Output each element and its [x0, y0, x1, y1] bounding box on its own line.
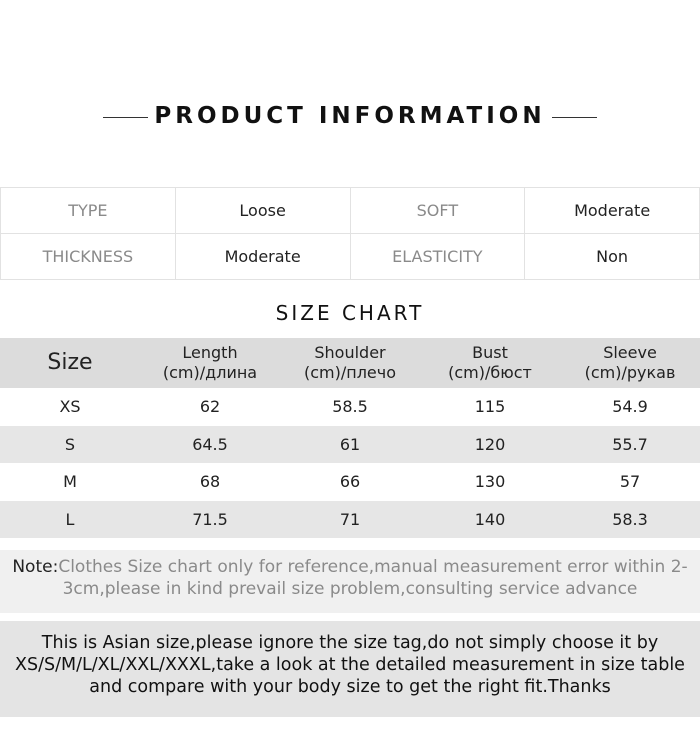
size-chart-table: [0, 338, 700, 538]
column-header-length: [140, 338, 280, 388]
cell-length: 62: [199, 397, 221, 417]
cell-length: 68: [199, 472, 221, 492]
column-header-sleeve-unit: (cm)/рукав: [584, 363, 676, 382]
column-header-length-unit: (cm)/длина: [162, 363, 258, 382]
cell-sleeve: 57: [619, 472, 641, 492]
info-key-soft: SOFT: [350, 188, 525, 234]
asian-size-notice-text: This is Asian size,please ignore the size tag,do not simply choose it by XS/S/M/L/XL/XXL/XXXL,take a look at the detailed measurement in size table and compare with your body size to get the right fit.Thanks: [15, 633, 685, 697]
product-info-table: [0, 187, 700, 280]
title-divider-right: [552, 117, 597, 118]
column-header-size-label: Size: [47, 350, 93, 375]
column-header-sleeve: [560, 338, 700, 388]
column-header-length-label: Length: [182, 343, 238, 362]
note-text: Clothes Size chart only for reference,manual measurement error within 2-3cm,please in kind prevail size problem,consulting service advance: [58, 557, 688, 599]
cell-size: L: [65, 509, 75, 529]
cell-shoulder: 61: [339, 434, 361, 454]
cell-bust: 130: [474, 472, 506, 492]
cell-sleeve: 54.9: [612, 397, 648, 417]
asian-size-notice: [0, 621, 700, 717]
measurement-note: [0, 550, 700, 613]
cell-sleeve: 55.7: [612, 434, 648, 454]
column-header-sleeve-label: Sleeve: [603, 343, 657, 362]
cell-size: S: [64, 434, 76, 454]
product-info-row: [1, 188, 700, 234]
info-value-thickness: Moderate: [175, 234, 350, 280]
cell-length: 64.5: [192, 434, 228, 454]
note-label: Note:: [12, 557, 59, 577]
product-information-header: [0, 100, 700, 136]
cell-size: XS: [59, 397, 81, 417]
cell-bust: 140: [474, 509, 506, 529]
info-key-type: TYPE: [1, 188, 176, 234]
column-header-bust-label: Bust: [472, 343, 508, 362]
cell-shoulder: 66: [339, 472, 361, 492]
table-row: [0, 501, 700, 539]
column-header-shoulder-unit: (cm)/плечо: [303, 363, 397, 382]
info-value-type: Loose: [175, 188, 350, 234]
info-key-thickness: THICKNESS: [1, 234, 176, 280]
cell-size: M: [63, 472, 77, 492]
size-chart-title: SIZE CHART: [275, 301, 425, 325]
column-header-bust: [420, 338, 560, 388]
cell-shoulder: 58.5: [332, 397, 368, 417]
info-value-soft: Moderate: [525, 188, 700, 234]
table-row: [0, 388, 700, 426]
column-header-shoulder-label: Shoulder: [314, 343, 386, 362]
column-header-shoulder: [280, 338, 420, 388]
info-key-elasticity: ELASTICITY: [350, 234, 525, 280]
cell-bust: 120: [474, 434, 506, 454]
table-row: [0, 426, 700, 464]
cell-shoulder: 71: [339, 509, 361, 529]
cell-bust: 115: [474, 397, 506, 417]
cell-length: 71.5: [192, 509, 228, 529]
column-header-bust-unit: (cm)/бюст: [448, 363, 532, 382]
info-value-elasticity: Non: [525, 234, 700, 280]
size-chart-header-row: [0, 338, 700, 388]
product-information-title: PRODUCT INFORMATION: [154, 103, 546, 129]
cell-sleeve: 58.3: [612, 509, 648, 529]
product-info-row: [1, 234, 700, 280]
column-header-size: [0, 338, 140, 388]
table-row: [0, 463, 700, 501]
